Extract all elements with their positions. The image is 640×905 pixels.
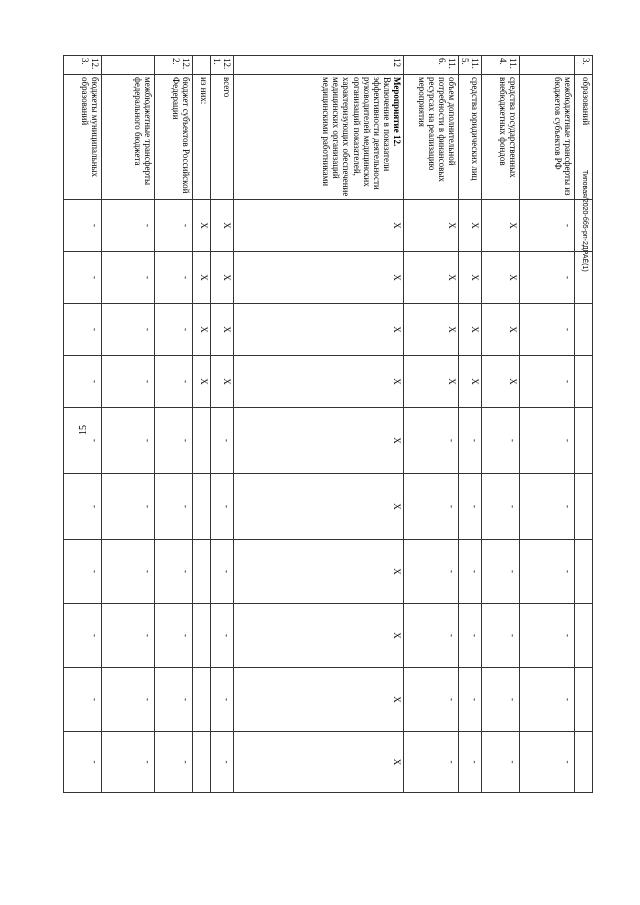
- table-cell: -: [210, 732, 233, 793]
- table-cell: -: [482, 540, 520, 604]
- table-row: [458, 56, 481, 793]
- table-cell: -: [101, 732, 154, 793]
- row-name: [192, 75, 210, 200]
- table-cell: X: [482, 304, 520, 356]
- table-cell: -: [154, 304, 192, 356]
- table-cell: X: [233, 668, 403, 732]
- table-cell: [575, 540, 593, 604]
- table-cell: -: [63, 200, 101, 252]
- table-cell: -: [458, 408, 481, 474]
- row-name-text: межбюджетные трансферты из бюджетов субъектов РФ: [552, 77, 573, 196]
- table-cell: X: [233, 408, 403, 474]
- table-cell: -: [520, 732, 575, 793]
- table-cell: -: [210, 474, 233, 540]
- table-cell: [575, 252, 593, 304]
- table-cell: [192, 668, 210, 732]
- table-cell: -: [210, 604, 233, 668]
- row-number: 12. 3.: [63, 56, 101, 75]
- document-code: Типовая/2020-бб5-рп-2ДРАЁ(1): [581, 170, 588, 272]
- table-rotated-container: [65, 55, 593, 792]
- table-cell: -: [482, 474, 520, 540]
- row-name: [575, 75, 593, 200]
- table-cell: X: [192, 356, 210, 408]
- row-name-text: Включение в показатели эффективности деятельности руководителей медицинских организаций показателей, характеризующих обеспечение медицинских организаций медицинскими работниками: [321, 77, 392, 197]
- table-cell: [575, 200, 593, 252]
- table-cell: -: [482, 408, 520, 474]
- row-name: [520, 75, 575, 200]
- table-cell: -: [63, 732, 101, 793]
- table-cell: -: [154, 732, 192, 793]
- table-cell: -: [403, 668, 458, 732]
- table-cell: -: [101, 200, 154, 252]
- table-cell: -: [520, 252, 575, 304]
- table-cell: -: [520, 540, 575, 604]
- row-name-text: бюджет субъектов Российской Федерации: [170, 77, 191, 194]
- table-cell: -: [63, 356, 101, 408]
- table-row: [101, 56, 154, 793]
- row-name-text: объем дополнительной потребности в финансовых ресурсах на реализацию мероприятия: [416, 77, 457, 182]
- table-cell: -: [154, 668, 192, 732]
- table-cell: -: [520, 474, 575, 540]
- table-cell: -: [101, 604, 154, 668]
- row-name-text: бюджеты муниципальных образований: [79, 77, 100, 178]
- table-cell: X: [403, 252, 458, 304]
- table-cell: [192, 474, 210, 540]
- table-cell: -: [63, 604, 101, 668]
- row-name: [63, 75, 101, 200]
- table-cell: -: [63, 408, 101, 474]
- table-cell: [575, 408, 593, 474]
- table-cell: [192, 540, 210, 604]
- table-cell: -: [210, 408, 233, 474]
- table-cell: [192, 604, 210, 668]
- table-cell: -: [101, 408, 154, 474]
- table-cell: -: [101, 356, 154, 408]
- row-name: [210, 75, 233, 200]
- table-cell: -: [403, 540, 458, 604]
- table-cell: -: [154, 408, 192, 474]
- row-name: [403, 75, 458, 200]
- row-number: [520, 56, 575, 75]
- table-cell: X: [192, 200, 210, 252]
- row-name: [101, 75, 154, 200]
- table-cell: -: [458, 668, 481, 732]
- table-cell: [575, 732, 593, 793]
- table-cell: -: [154, 540, 192, 604]
- row-number: [101, 56, 154, 75]
- table-cell: -: [403, 604, 458, 668]
- table-body: [63, 56, 592, 793]
- table-row: [403, 56, 458, 793]
- row-number: 11. 5.: [458, 56, 481, 75]
- table-cell: [575, 356, 593, 408]
- table-cell: -: [63, 304, 101, 356]
- table-cell: X: [233, 540, 403, 604]
- row-name-text: из них:: [198, 77, 209, 105]
- row-number: 3.: [575, 56, 593, 75]
- table-cell: X: [233, 304, 403, 356]
- table-cell: -: [101, 252, 154, 304]
- row-name-text: средства государственных внебюджетных фондов: [497, 77, 518, 178]
- table-cell: -: [520, 408, 575, 474]
- table-row: [233, 56, 403, 793]
- row-name-text: всего: [221, 77, 232, 98]
- table-cell: X: [458, 200, 481, 252]
- table-row: [575, 56, 593, 793]
- row-number: 11. 4.: [482, 56, 520, 75]
- table-cell: X: [403, 304, 458, 356]
- table-row: [63, 56, 101, 793]
- table-cell: -: [154, 356, 192, 408]
- table-cell: X: [482, 356, 520, 408]
- table-cell: X: [210, 356, 233, 408]
- table-cell: -: [210, 540, 233, 604]
- table-cell: -: [520, 668, 575, 732]
- table-row: [520, 56, 575, 793]
- row-number: 12. 1.: [210, 56, 233, 75]
- table-cell: -: [482, 604, 520, 668]
- table-cell: X: [458, 356, 481, 408]
- row-number: 11. 6.: [403, 56, 458, 75]
- table-cell: -: [101, 540, 154, 604]
- table-cell: X: [233, 732, 403, 793]
- table-cell: -: [403, 408, 458, 474]
- row-name: [458, 75, 481, 200]
- table-row: [192, 56, 210, 793]
- table-cell: -: [458, 732, 481, 793]
- table-row: [210, 56, 233, 793]
- table-cell: -: [210, 668, 233, 732]
- table-cell: -: [458, 604, 481, 668]
- row-number: [192, 56, 210, 75]
- table-cell: X: [482, 200, 520, 252]
- table-cell: X: [233, 474, 403, 540]
- row-name-text: межбюджетные трансферты федерального бюджета: [132, 77, 153, 185]
- table-cell: -: [482, 732, 520, 793]
- table-cell: -: [63, 668, 101, 732]
- table-cell: -: [458, 474, 481, 540]
- page-number: 15: [78, 425, 89, 435]
- table-cell: X: [482, 252, 520, 304]
- table-cell: X: [210, 200, 233, 252]
- table-cell: X: [458, 304, 481, 356]
- table-row: [482, 56, 520, 793]
- table-cell: X: [403, 200, 458, 252]
- table-cell: X: [233, 356, 403, 408]
- row-number: 12. 2.: [154, 56, 192, 75]
- table-cell: [575, 474, 593, 540]
- table-cell: X: [233, 252, 403, 304]
- table-cell: -: [154, 252, 192, 304]
- table-cell: -: [154, 604, 192, 668]
- table-cell: X: [192, 304, 210, 356]
- row-number: 12: [233, 56, 403, 75]
- table-cell: X: [458, 252, 481, 304]
- table-cell: [192, 732, 210, 793]
- table-cell: -: [520, 604, 575, 668]
- table-cell: -: [520, 304, 575, 356]
- row-name: [233, 75, 403, 200]
- table-cell: [575, 668, 593, 732]
- table-cell: -: [63, 540, 101, 604]
- table-cell: [192, 408, 210, 474]
- measure-caption: Мероприятие 12.: [391, 77, 402, 147]
- table-cell: X: [403, 356, 458, 408]
- table-cell: -: [101, 474, 154, 540]
- table-cell: -: [63, 474, 101, 540]
- table-cell: X: [210, 304, 233, 356]
- table-cell: -: [482, 668, 520, 732]
- budget-table: [63, 55, 593, 793]
- table-cell: -: [520, 356, 575, 408]
- table-cell: X: [210, 252, 233, 304]
- table-cell: -: [520, 200, 575, 252]
- table-cell: X: [233, 200, 403, 252]
- table-cell: -: [63, 252, 101, 304]
- table-cell: -: [403, 474, 458, 540]
- table-cell: X: [233, 604, 403, 668]
- table-cell: -: [458, 540, 481, 604]
- table-cell: X: [192, 252, 210, 304]
- table-cell: -: [101, 668, 154, 732]
- table-cell: [575, 604, 593, 668]
- table-cell: -: [101, 304, 154, 356]
- table-cell: [575, 304, 593, 356]
- row-name-text: образований: [581, 77, 591, 126]
- table-row: [154, 56, 192, 793]
- row-name: [482, 75, 520, 200]
- table-cell: -: [154, 200, 192, 252]
- table-cell: -: [154, 474, 192, 540]
- table-cell: -: [403, 732, 458, 793]
- row-name-text: средства юридических лиц: [470, 77, 480, 181]
- row-name: [154, 75, 192, 200]
